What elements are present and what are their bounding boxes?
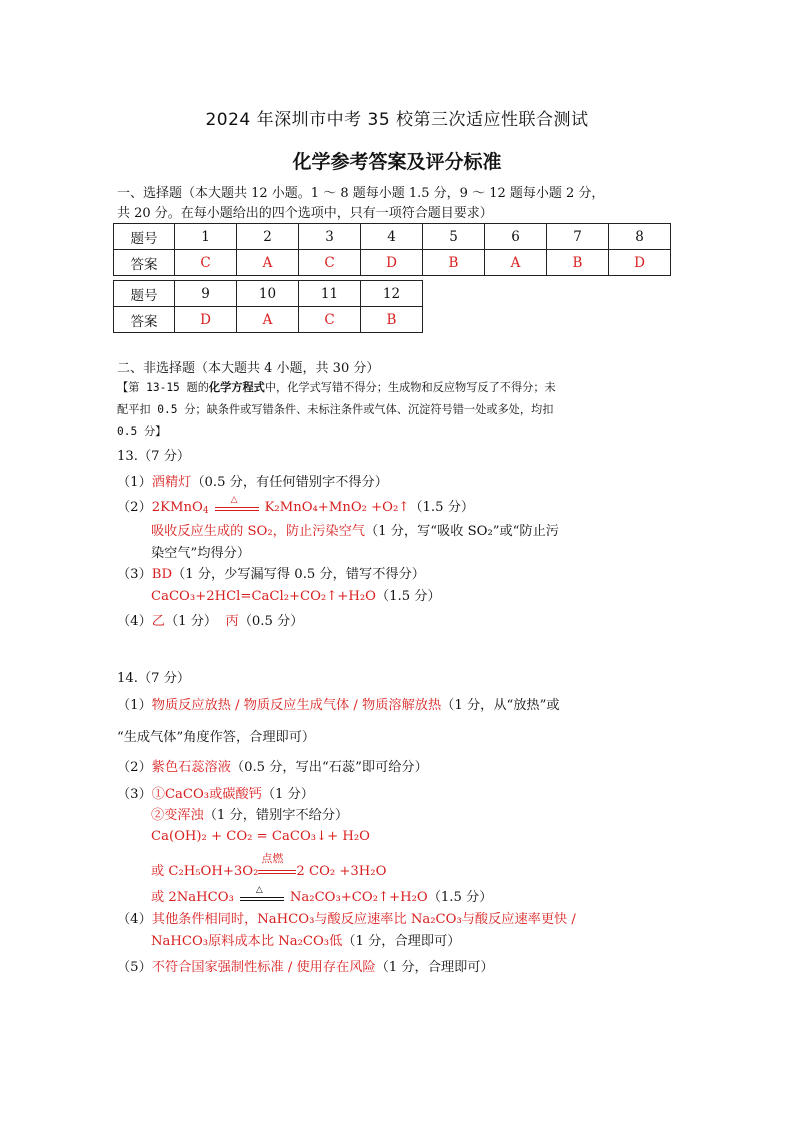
table-row-answers [114, 307, 423, 333]
question-number: 11 [299, 281, 361, 307]
scoring-note: （1 分） [261, 787, 314, 802]
q14-part3-equation3 [151, 886, 492, 905]
scoring-note: （1 分） [164, 614, 218, 629]
answer-text: 酒精灯 [151, 475, 192, 490]
part-number: （2） [117, 500, 152, 515]
question-number: 1 [175, 224, 237, 250]
section2-note-line1 [117, 379, 556, 395]
question-number: 7 [547, 224, 609, 250]
question-number: 8 [609, 224, 671, 250]
q14-part3b [151, 804, 348, 823]
scoring-note: （1.5 分） [375, 589, 441, 604]
answer-cell: C [299, 307, 361, 333]
scoring-note: （1.5 分） [427, 890, 493, 905]
note-text: 中，化学式写错不得分；生成物和反应物写反了不得分；未 [264, 381, 556, 394]
exam-title: 2024 年深圳市中考 35 校第三次适应性联合测试 [205, 110, 589, 130]
table-row-question-numbers [114, 224, 671, 250]
q13-part2-answer [151, 520, 559, 539]
section1-heading-line2: 共 20 分。在每小题给出的四个选项中，只有一项符合题目要求） [117, 206, 493, 221]
scoring-note: （1 分，错别字不给分） [203, 808, 349, 823]
q13-part2-equation [117, 496, 474, 516]
scoring-note: （0.5 分，有任何错别字不得分） [191, 475, 388, 490]
part-number: （1） [117, 475, 152, 490]
q13-part2-note: 染空气”均得分） [151, 546, 251, 561]
answer-cell: C [299, 250, 361, 276]
scoring-note: （1 分，从“放热”或 [441, 698, 560, 713]
formula-text: 2KMnO [151, 500, 203, 515]
q13-part1 [117, 471, 388, 490]
ignition-condition-arrow [258, 851, 296, 879]
scoring-note: （1 分，写“吸收 SO₂”或“防止污 [364, 524, 559, 539]
equation-products: K₂MnO₄+MnO₂ +O₂↑ [264, 500, 410, 515]
question-number: 2 [237, 224, 299, 250]
part-number: （3） [117, 567, 152, 582]
equation-reactants: 或 C₂H₅OH+3O₂ [151, 864, 259, 879]
question-number: 12 [361, 281, 423, 307]
answer-text: 物质反应放热 / 物质反应生成气体 / 物质溶解放热 [151, 698, 442, 713]
part-number: （2） [117, 760, 152, 775]
question-number: 3 [299, 224, 361, 250]
table-row-question-numbers [114, 281, 423, 307]
question-number: 6 [485, 224, 547, 250]
answer-cell: A [237, 250, 299, 276]
answer-text: 乙 [151, 614, 165, 629]
equation-reactants: 或 2NaHCO₃ [151, 890, 234, 905]
question-number: 10 [237, 281, 299, 307]
scoring-note: （1 分，少写漏写得 0.5 分，错写不得分） [172, 567, 425, 582]
heat-condition-arrow [215, 494, 259, 515]
answer-key-subtitle: 化学参考答案及评分标准 [292, 151, 502, 173]
scoring-note: （0.5 分） [238, 614, 304, 629]
table-header-question: 题号 [114, 281, 175, 307]
ignition-label: 点燃 [261, 851, 284, 865]
section2-heading: 二、非选择题（本大题共 4 小题，共 30 分） [117, 361, 380, 376]
q14-part4-cont [151, 930, 460, 949]
answer-text: NaHCO₃原料成本比 Na₂CO₃低 [151, 934, 343, 949]
section2-note-line2: 配平扣 0.5 分；缺条件或写错条件、未标注条件或气体、沉淀符号错一处或多处，均扣 [117, 403, 554, 416]
part-number: （4） [117, 912, 152, 927]
answer-text: BD [151, 567, 173, 582]
answer-table-2 [113, 280, 423, 333]
question-number: 4 [361, 224, 423, 250]
equation-products: Na₂CO₃+CO₂↑+H₂O [289, 890, 428, 905]
answer-cell: D [361, 250, 423, 276]
equation-text: CaCO₃+2HCl=CaCl₂+CO₂↑+H₂O [151, 589, 376, 604]
scoring-note: （1.5 分） [409, 500, 475, 515]
answer-text: 不符合国家强制性标准 / 使用存在风险 [151, 960, 376, 975]
heat-symbol: △ [255, 884, 263, 895]
section1-heading-line1: 一、选择题（本大题共 12 小题。1 ～ 8 题每小题 1.5 分，9 ～ 12 题每小题 2 分， [117, 186, 605, 201]
answer-text: ②变浑浊 [151, 808, 204, 823]
question-number: 9 [175, 281, 237, 307]
answer-text: 其他条件相同时，NaHCO₃与酸反应速率比 Na₂CO₃与酸反应速率更快 / [151, 912, 576, 927]
heat-symbol: △ [230, 494, 238, 505]
note-emphasis: 化学方程式 [208, 381, 265, 394]
answer-cell: A [485, 250, 547, 276]
answer-text: 丙 [225, 614, 239, 629]
table-header-answer: 答案 [114, 307, 175, 333]
scoring-note: （1 分，合理即可） [342, 934, 461, 949]
heat-condition-arrow [240, 884, 284, 905]
section2-note-line3: 0.5 分】 [117, 425, 167, 438]
q14-part1-note: “生成气体”角度作答，合理即可） [117, 730, 316, 745]
answer-cell: A [237, 307, 299, 333]
q14-part3-equation2 [151, 851, 387, 879]
scoring-note: （1 分，合理即可） [375, 960, 494, 975]
note-text: 【第 13-15 题的 [117, 381, 209, 394]
table-header-answer: 答案 [114, 250, 175, 276]
q14-part1 [117, 694, 560, 713]
answer-cell: C [175, 250, 237, 276]
table-row-answers [114, 250, 671, 276]
answer-cell: D [175, 307, 237, 333]
answer-table-1 [113, 223, 671, 276]
q13-heading: 13.（7 分） [117, 449, 191, 464]
answer-text: ①CaCO₃或碳酸钙 [151, 787, 262, 802]
equation-reactant: 2KMnO$_4$ [151, 500, 209, 516]
answer-text: 紫色石蕊溶液 [151, 760, 231, 775]
answer-cell: D [609, 250, 671, 276]
q13-part3 [117, 563, 425, 582]
q13-part3-equation [151, 585, 441, 604]
q14-heading: 14.（7 分） [117, 671, 191, 686]
part-number: （3） [117, 787, 152, 802]
scoring-note: （0.5 分，写出“石蕊”即可给分） [230, 760, 428, 775]
equation-products: 2 CO₂ +3H₂O [296, 864, 387, 879]
part-number: （4） [117, 614, 152, 629]
q14-part3-equation1: Ca(OH)₂ + CO₂ = CaCO₃↓+ H₂O [151, 829, 370, 844]
q14-part2 [117, 756, 428, 775]
q14-part3a [117, 783, 314, 802]
table-header-question: 题号 [114, 224, 175, 250]
answer-cell: B [423, 250, 485, 276]
part-number: （1） [117, 698, 152, 713]
q14-part4 [117, 908, 576, 927]
q14-part5 [117, 956, 494, 975]
q13-part4 [117, 610, 303, 629]
part-number: （5） [117, 960, 152, 975]
answer-text: 吸收反应生成的 SO₂，防止污染空气 [151, 524, 365, 539]
question-number: 5 [423, 224, 485, 250]
answer-cell: B [547, 250, 609, 276]
answer-cell: B [361, 307, 423, 333]
